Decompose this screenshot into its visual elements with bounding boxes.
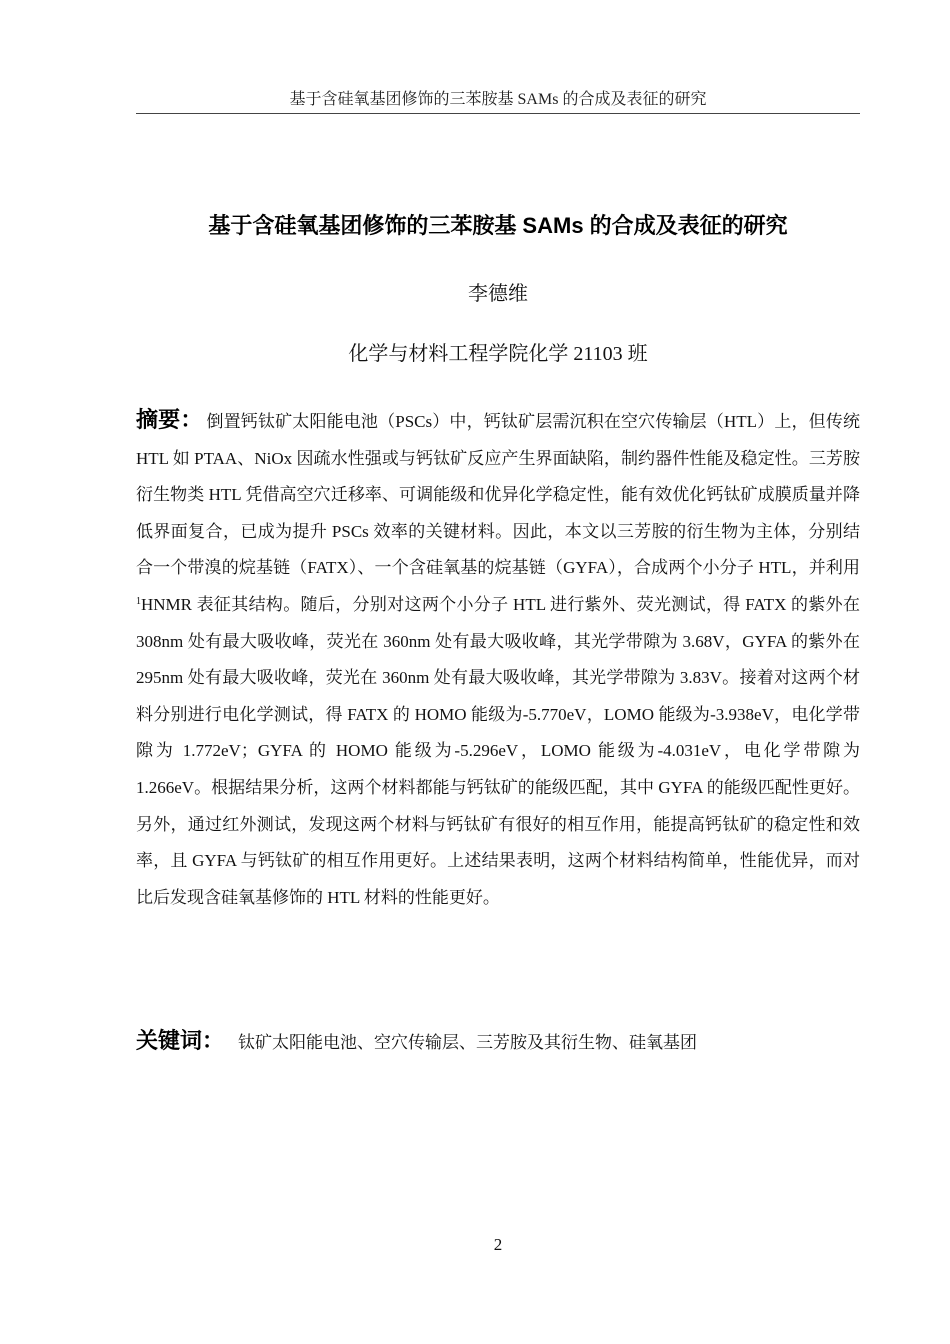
superscript: 1 [136, 595, 141, 607]
running-header: 基于含硅氧基团修饰的三苯胺基 SAMs 的合成及表征的研究 [289, 91, 707, 108]
paper-title: 基于含硅氧基团修饰的三苯胺基 SAMs 的合成及表征的研究 [208, 213, 788, 238]
keywords-label: 关键词： [136, 1028, 225, 1053]
keywords-text: 钛矿太阳能电池、空穴传输层、三芳胺及其衍生物、硅氧基团 [238, 1033, 698, 1052]
keywords-section [136, 1025, 860, 1059]
abstract-section [136, 402, 860, 916]
abstract-text-part1: 倒置钙钛矿太阳能电池（PSCs）中，钙钛矿层需沉积在空穴传输层（HTL）上，但传统 HTL 如 PTAA、NiOx 因疏水性强或与钙钛矿反应产生界面缺陷，制约器件性能及稳定性。三芳胺衍生物类 HTL 凭借高空穴迁移率、可调能级和优异化学稳定性，能有效优化钙钛矿成膜质量并降低界面复合，已成为提升 PSCs 效率的关键材料。因此，本文以三芳胺的衍生物为主体，分别结合一个带溴的烷基链（FATX）、一个含硅氧基的烷基链（GYFA），合成两个小分子 HTL，并利用 [136, 412, 860, 578]
abstract-label: 摘要： [136, 407, 203, 432]
author-affiliation: 化学与材料工程学院化学 21103 班 [348, 343, 648, 365]
header-divider [136, 113, 860, 114]
abstract-text-part2: HNMR 表征其结构。随后，分别对这两个小分子 HTL 进行紫外、荧光测试，得 FATX 的紫外在 308nm 处有最大吸收峰，荧光在 360nm 处有最大吸收峰，其光学带隙为 3.68V，GYFA 的紫外在 295nm 处有最大吸收峰，荧光在 360nm 处有最大吸收峰，其光学带隙为 3.83V。接着对这两个材料分别进行电化学测试，得 FATX 的 HOMO 能级为-5.770eV，LOMO 能级为-3.938eV，电化学带隙为 1.772eV；GYFA 的 HOMO 能级为-5.296eV，LOMO 能级为-4.031eV，电化学带隙为 1.266eV。根据结果分析，这两个材料都能与钙钛矿的能级匹配，其中 GYFA 的能级匹配性更好。另外，通过红外测试，发现这两个材料与钙钛矿有很好的相互作用，能提高钙钛矿的稳定性和效率，且 GYFA 与钙钛矿的相互作用更好。上述结果表明，这两个材料结构简单，性能优异，而对比后发现含硅氧基修饰的 HTL 材料的性能更好。 [136, 594, 860, 907]
page-number: 2 [493, 1235, 503, 1254]
author-name: 李德维 [468, 283, 528, 305]
